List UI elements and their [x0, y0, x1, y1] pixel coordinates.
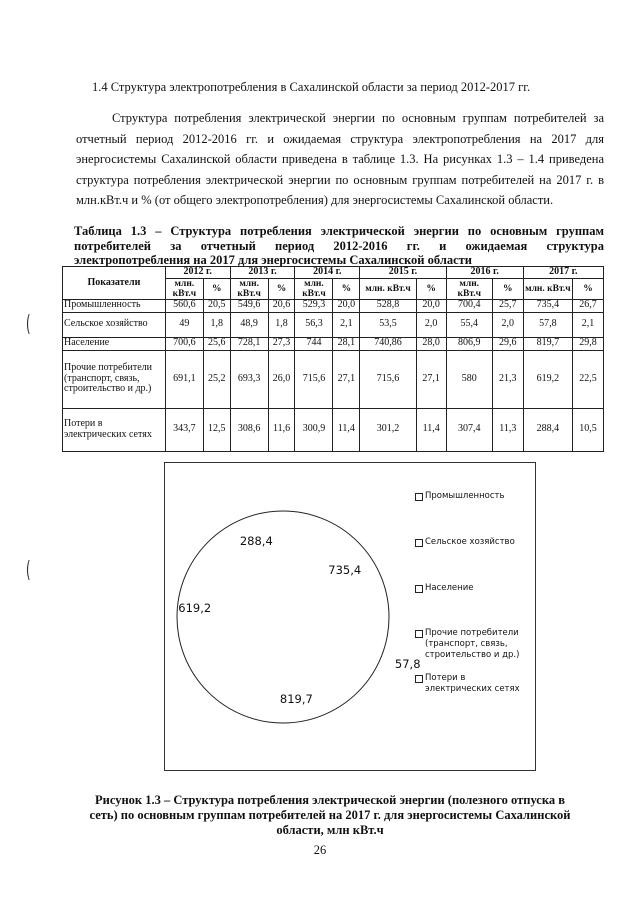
cell-mln-kwh: 301,2 — [360, 408, 417, 451]
pie-chart — [165, 463, 535, 770]
cell-mln-kwh: 728,1 — [230, 337, 268, 350]
unit-header: % — [203, 278, 230, 299]
table-row — [63, 350, 604, 408]
table-caption-line-3: электропотребления на 2017 для энергосистемы Сахалинской области — [74, 253, 472, 267]
cell-percent: 22,5 — [573, 350, 604, 408]
cell-mln-kwh: 560,6 — [165, 299, 203, 312]
cell-mln-kwh: 549,6 — [230, 299, 268, 312]
cell-percent: 20,5 — [203, 299, 230, 312]
legend-swatch — [415, 675, 423, 683]
cell-percent: 1,8 — [268, 312, 295, 337]
cell-mln-kwh: 49 — [165, 312, 203, 337]
pie-data-label: 735,4 — [328, 562, 362, 577]
cell-mln-kwh: 715,6 — [295, 350, 333, 408]
cell-percent: 20,0 — [333, 299, 360, 312]
cell-mln-kwh: 528,8 — [360, 299, 417, 312]
cell-mln-kwh: 806,9 — [446, 337, 492, 350]
cell-percent: 28,0 — [416, 337, 446, 350]
table-row — [63, 312, 604, 337]
cell-percent: 25,2 — [203, 350, 230, 408]
unit-header: млн. кВт.ч — [446, 278, 492, 299]
row-label: Потери в электрических сетях — [63, 408, 166, 451]
cell-percent: 2,1 — [573, 312, 604, 337]
cell-mln-kwh: 740,86 — [360, 337, 417, 350]
year-header: 2017 г. — [523, 267, 603, 279]
cell-mln-kwh: 700,4 — [446, 299, 492, 312]
cell-percent: 10,5 — [573, 408, 604, 451]
legend-label: Сельское хозяйство — [425, 537, 515, 547]
margin-bracket-mark: ( — [25, 312, 31, 337]
unit-header: % — [416, 278, 446, 299]
legend-label: Население — [425, 583, 474, 593]
row-label: Промышленность — [63, 299, 166, 312]
cell-percent: 2,0 — [416, 312, 446, 337]
cell-percent: 2,0 — [492, 312, 523, 337]
cell-mln-kwh: 300,9 — [295, 408, 333, 451]
table-caption-line-1: Таблица 1.3 – Структура потребления электрической энергии по основным группам — [74, 224, 604, 238]
cell-percent: 21,3 — [492, 350, 523, 408]
cell-mln-kwh: 819,7 — [523, 337, 572, 350]
intro-paragraph — [76, 108, 604, 211]
table-year-row — [63, 267, 604, 279]
row-label: Сельское хозяйство — [63, 312, 166, 337]
legend-label: Потери в электрических сетях — [425, 673, 520, 694]
pie-data-label: 819,7 — [279, 692, 313, 707]
pie-data-label: 288,4 — [239, 534, 273, 549]
table-row — [63, 299, 604, 312]
table-caption-line-2: потребителей за отчетный период 2012-2016 гг. и ожидаемая структура — [74, 238, 604, 253]
year-header: 2013 г. — [230, 267, 295, 279]
cell-percent: 27,1 — [416, 350, 446, 408]
cell-percent: 29,8 — [573, 337, 604, 350]
cell-mln-kwh: 735,4 — [523, 299, 572, 312]
cell-percent: 28,1 — [333, 337, 360, 350]
year-header: 2015 г. — [360, 267, 446, 279]
cell-percent: 25,7 — [492, 299, 523, 312]
cell-mln-kwh: 48,9 — [230, 312, 268, 337]
unit-header: млн. кВт.ч — [230, 278, 268, 299]
legend-label: Промышленность — [425, 491, 505, 501]
unit-header: млн. кВт.ч — [360, 278, 417, 299]
cell-percent: 26,0 — [268, 350, 295, 408]
cell-mln-kwh: 715,6 — [360, 350, 417, 408]
cell-mln-kwh: 693,3 — [230, 350, 268, 408]
cell-mln-kwh: 744 — [295, 337, 333, 350]
cell-mln-kwh: 53,5 — [360, 312, 417, 337]
cell-percent: 20,0 — [416, 299, 446, 312]
row-label: Население — [63, 337, 166, 350]
margin-bracket-mark: ( — [25, 558, 31, 583]
cell-percent: 29,6 — [492, 337, 523, 350]
indicator-header: Показатели — [63, 267, 166, 300]
pie-chart-figure — [164, 462, 536, 771]
table-row — [63, 337, 604, 350]
legend-swatch — [415, 630, 423, 638]
cell-percent: 11,4 — [416, 408, 446, 451]
cell-mln-kwh: 691,1 — [165, 350, 203, 408]
cell-mln-kwh: 307,4 — [446, 408, 492, 451]
cell-mln-kwh: 343,7 — [165, 408, 203, 451]
cell-mln-kwh: 619,2 — [523, 350, 572, 408]
cell-mln-kwh: 56,3 — [295, 312, 333, 337]
legend-swatch — [415, 539, 423, 547]
legend-label: Прочие потребители (транспорт, связь, строительство и др.) — [425, 628, 520, 660]
cell-mln-kwh: 288,4 — [523, 408, 572, 451]
table-caption — [74, 224, 604, 268]
cell-mln-kwh: 700,6 — [165, 337, 203, 350]
cell-percent: 26,7 — [573, 299, 604, 312]
cell-percent: 1,8 — [203, 312, 230, 337]
table-row — [63, 408, 604, 451]
cell-percent: 27,3 — [268, 337, 295, 350]
unit-header: % — [268, 278, 295, 299]
page-number: 26 — [313, 843, 327, 857]
cell-percent: 27,1 — [333, 350, 360, 408]
unit-header: млн. кВт.ч — [165, 278, 203, 299]
pie-data-label: 57,8 — [394, 657, 421, 672]
consumption-table — [62, 266, 604, 452]
cell-percent: 11,3 — [492, 408, 523, 451]
row-label: Прочие потребители (транспорт, связь, строительство и др.) — [63, 350, 166, 408]
figure-caption: Рисунок 1.3 – Структура потребления электрической энергии (полезного отпуска в сеть) по основным группам потребителей на 2017 г. для энергосистемы Сахалинской области, млн кВт.ч — [89, 793, 571, 837]
intro-text: Структура потребления электрической энергии по основным группам потребителей за отчетный период 2012-2016 гг. и ожидаемая структура электропотребления на 2017 для энергосистемы Сахалинской области приведена в таблице 1.3. На рисунках 1.3 – 1.4 приведена структура потребления электрической энергии по основным группам потребителей на 2017 г. в млн.кВт.ч и % (от общего электропотребления) для энергосистемы Сахалинской области. — [76, 111, 604, 207]
cell-percent: 20,6 — [268, 299, 295, 312]
unit-header: млн. кВт.ч — [523, 278, 572, 299]
unit-header: % — [573, 278, 604, 299]
year-header: 2016 г. — [446, 267, 523, 279]
cell-mln-kwh: 55,4 — [446, 312, 492, 337]
cell-percent: 25,6 — [203, 337, 230, 350]
table-body — [63, 299, 604, 451]
cell-percent: 11,6 — [268, 408, 295, 451]
year-header: 2014 г. — [295, 267, 360, 279]
cell-mln-kwh: 529,3 — [295, 299, 333, 312]
unit-header: млн. кВт.ч — [295, 278, 333, 299]
unit-header: % — [492, 278, 523, 299]
year-header: 2012 г. — [165, 267, 230, 279]
legend-swatch — [415, 493, 423, 501]
cell-mln-kwh: 57,8 — [523, 312, 572, 337]
cell-percent: 2,1 — [333, 312, 360, 337]
unit-header: % — [333, 278, 360, 299]
pie-data-label: 619,2 — [178, 601, 212, 616]
cell-percent: 12,5 — [203, 408, 230, 451]
cell-percent: 11,4 — [333, 408, 360, 451]
legend-swatch — [415, 585, 423, 593]
section-heading: 1.4 Структура электропотребления в Сахалинской области за период 2012-2017 гг. — [92, 80, 531, 94]
cell-mln-kwh: 308,6 — [230, 408, 268, 451]
cell-mln-kwh: 580 — [446, 350, 492, 408]
